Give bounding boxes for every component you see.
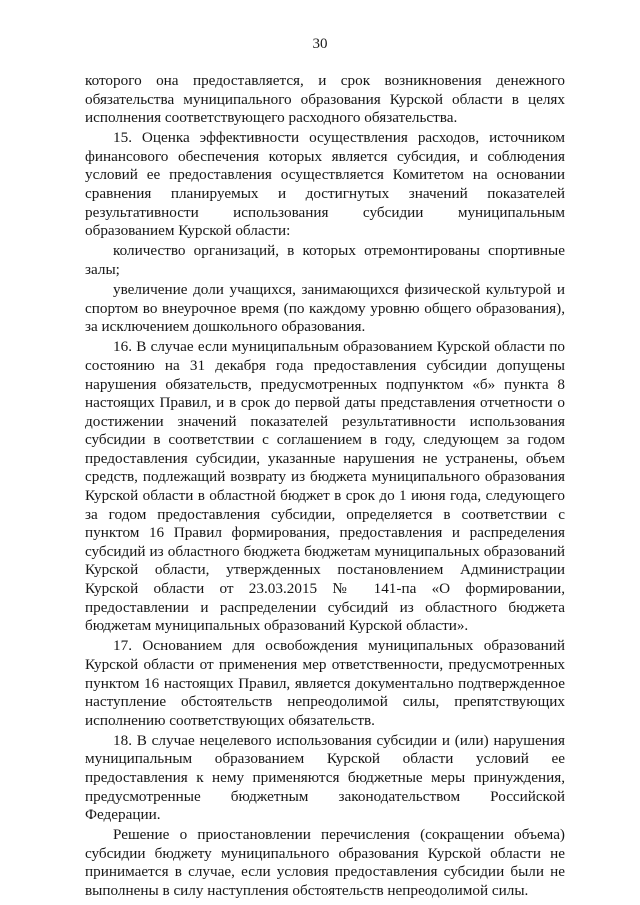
paragraph-item-15: 15. Оценка эффективности осуществления расходов, источником финансового обеспечения которых является субсидия, и соблюдения условий ее предоставления осуществляется Комитетом на основании сравнения планируемых и достигнутых значений показателей результативности использования субсидии муниципальным образованием Курской области: bbox=[85, 129, 565, 240]
paragraph-indicator-students: увеличение доли учащихся, занимающихся физической культурой и спортом во внеурочное время (по каждому уровню общего образования), за исключением дошкольного образования. bbox=[85, 281, 565, 336]
paragraph-continuation: которого она предоставляется, и срок возникновения денежного обязательства муниципального образования Курской области в целях исполнения соответствующего расходного обязательства. bbox=[85, 72, 565, 127]
document-body bbox=[85, 72, 565, 902]
paragraph-item-17: 17. Основанием для освобождения муниципальных образований Курской области от применения мер ответственности, предусмотренных пунктом 16 настоящих Правил, является документально подтвержденное наступление обстоятельств непреодолимой силы, препятствующих исполнению соответствующих обязательств. bbox=[85, 637, 565, 729]
paragraph-indicator-gyms: количество организаций, в которых отремонтированы спортивные залы; bbox=[85, 242, 565, 278]
paragraph-item-18: 18. В случае нецелевого использования субсидии и (или) нарушения муниципальным образованием Курской области условий ее предоставления к нему применяются бюджетные меры принуждения, предусмотренные бюджетным законодательством Российской Федерации. bbox=[85, 731, 565, 824]
paragraph-item-16: 16. В случае если муниципальным образованием Курской области по состоянию на 31 декабря года предоставления субсидии допущены нарушения обязательств, предусмотренных подпунктом «б» пункта 8 настоящих Правил, и в срок до первой даты представления отчетности о достижении значений показателей результативности использования субсидии в соответствии с соглашением в году, следующем за годом предоставления субсидии, указанные нарушения не устранены, объем средств, подлежащий возврату из бюджета муниципального образования Курской области в областной бюджет в срок до 1 июня года, следующего за годом предоставления субсидии, определяется в соответствии с пунктом 16 Правил формирования, предоставления и распределения субсидий из областного бюджета бюджетам муниципальных образований Курской области, утвержденных постановлением Администрации Курской области от 23.03.2015 № 141-па «О формировании, предоставлении и распределении субсидий из областного бюджета бюджетам муниципальных образований Курской области». bbox=[85, 338, 565, 635]
paragraph-decision: Решение о приостановлении перечисления (сокращении объема) субсидии бюджету муниципального образования Курской области не принимается в случае, если условия предоставления субсидии были не выполнены в силу наступления обстоятельств непреодолимой силы. bbox=[85, 826, 565, 900]
page-number: 30 bbox=[312, 36, 328, 52]
